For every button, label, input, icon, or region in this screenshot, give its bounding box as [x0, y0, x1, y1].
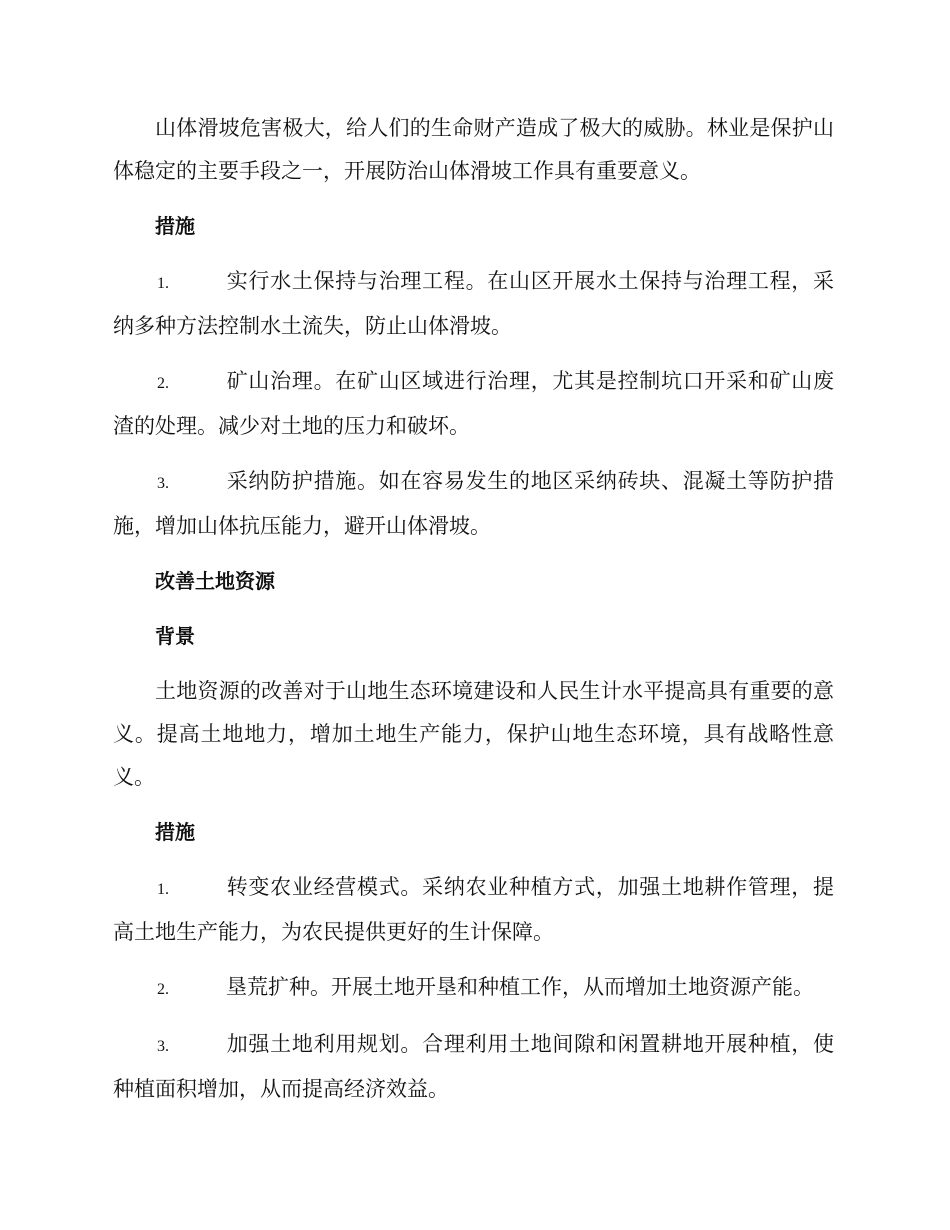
section-heading-measures-2: 措施 [155, 820, 195, 844]
list-item [113, 966, 834, 1011]
list-item-text: 采纳防护措施。如在容易发生的地区采纳砖块、混凝土等防护措施，增加山体抗压能力，避开山体滑坡。 [113, 469, 834, 538]
list-item [113, 460, 834, 548]
background-paragraph: 土地资源的改善对于山地生态环境建设和人民生计水平提高具有重要的意义。提高土地地力，增加土地生产能力，保护山地生态环境，具有战略性意义。 [113, 679, 834, 789]
list-item [113, 1023, 834, 1111]
list-item [113, 866, 834, 954]
list-item [113, 360, 834, 448]
list-number: 3. [157, 1038, 169, 1055]
list-item-text: 矿山治理。在矿山区域进行治理，尤其是控制坑口开采和矿山废渣的处理。减少对土地的压力和破坏。 [113, 369, 834, 438]
list-number: 1. [157, 881, 169, 898]
intro-paragraph: 山体滑坡危害极大，给人们的生命财产造成了极大的威胁。林业是保护山体稳定的主要手段之一，开展防治山体滑坡工作具有重要意义。 [113, 116, 834, 183]
list-item [113, 260, 834, 348]
section-heading-background: 背景 [155, 624, 195, 648]
list-number: 3. [157, 475, 169, 492]
list-item-text: 转变农业经营模式。采纳农业种植方式，加强土地耕作管理，提高土地生产能力，为农民提供更好的生计保障。 [113, 875, 834, 944]
document-body [113, 107, 834, 1123]
section-title-land-resources: 改善土地资源 [155, 569, 275, 593]
list-item-text: 实行水土保持与治理工程。在山区开展水土保持与治理工程，采纳多种方法控制水土流失，防止山体滑坡。 [113, 269, 834, 338]
list-number: 2. [157, 375, 169, 392]
list-item-text: 垦荒扩种。开展土地开垦和种植工作，从而增加土地资源产能。 [226, 975, 814, 999]
list-number: 1. [157, 275, 169, 292]
list-item-text: 加强土地利用规划。合理利用土地间隙和闲置耕地开展种植，使种植面积增加，从而提高经济效益。 [113, 1032, 834, 1101]
list-number: 2. [157, 981, 169, 998]
section-heading-measures-1: 措施 [155, 214, 195, 238]
